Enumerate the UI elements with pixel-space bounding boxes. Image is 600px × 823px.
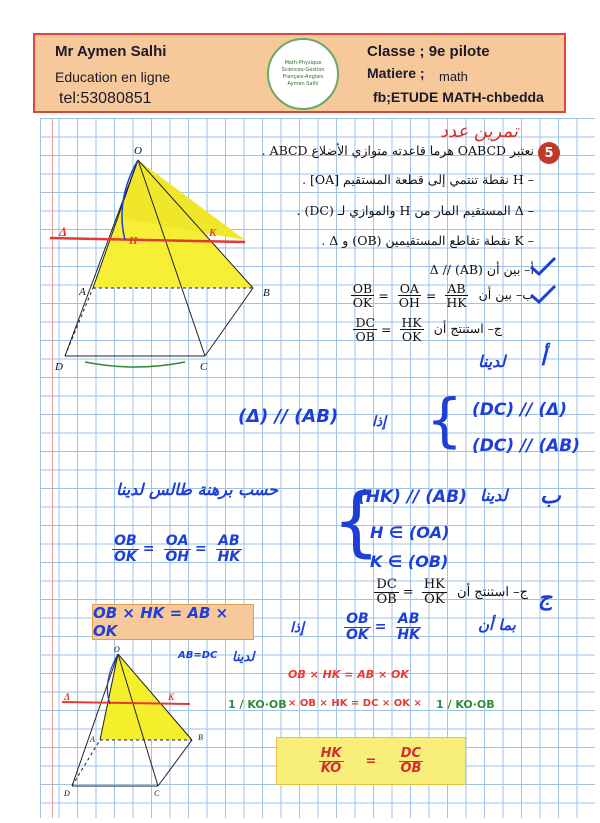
- orange-result-box: OB × HK = AB × OK: [92, 604, 254, 640]
- facebook-label: fb;ETUDE MATH-chbedda: [373, 89, 544, 105]
- red-equation: OB × HK = AB × OK: [288, 668, 409, 681]
- phone-number: tel:53080851: [59, 90, 152, 107]
- a-idha: إذا: [372, 414, 387, 430]
- svg-text:O: O: [114, 645, 120, 654]
- check-mark-icon: [528, 283, 558, 305]
- statement-line-2: – H نقطة تنتمي إلى قطعة المستقيم [OA] .: [302, 172, 534, 187]
- yellow-final-result: $\frac{HK}{KO}$ = $\frac{DC}{OB}$: [276, 737, 466, 785]
- label-H: H: [129, 235, 138, 247]
- statement-line-4: – K نقطة تقاطع المستقيمين (OB) و Δ .: [321, 233, 534, 248]
- subject-value: math: [439, 69, 468, 84]
- ladayna-3: لدينا: [232, 650, 255, 665]
- q-b-frac-2: $\frac{OA}{OH}$: [398, 281, 420, 311]
- label-delta: Δ: [59, 224, 68, 239]
- part-c-marker: ج: [538, 586, 553, 611]
- ab-eq-dc: AB=DC: [178, 650, 218, 661]
- question-c: $\frac{DC}{OB}$ = $\frac{HK}{OK}$ ج– استنتج أن: [355, 315, 502, 345]
- pyramid-figure-top: [45, 140, 285, 380]
- exercise-title: تمرين عدد: [440, 121, 518, 142]
- logo-text: Math-Physique Sciences-Gestion Français-Anglais Aymen Salhi: [281, 60, 325, 87]
- svg-text:A: A: [90, 735, 95, 744]
- b-condition-2: H ∈ (OA): [370, 523, 450, 542]
- label-K: K: [209, 227, 217, 239]
- statement-line-1: نعتبر OABCD هرما قاعدته متوازي الأضلاع ABCD .: [261, 143, 534, 158]
- question-b: $\frac{OB}{OK}$ = $\frac{OA}{OH}$ = $\frac{AB}{HK}$ ب– بين أن: [352, 281, 534, 311]
- c-fracs: $\frac{OB}{OK}$ = $\frac{AB}{HK}$: [346, 611, 420, 643]
- brace-b: {: [332, 476, 381, 565]
- part-b-marker: ب: [540, 484, 561, 509]
- svg-text:C: C: [154, 789, 160, 798]
- b-condition-3: K ∈ (OB): [370, 552, 449, 571]
- green-left-factor: 1 / KO·OB: [228, 698, 287, 711]
- check-mark-icon: [528, 255, 558, 277]
- b-result: $\frac{OB}{OK}$ = $\frac{OA}{OH}$ = $\frac{AB}{HK}$: [114, 533, 241, 565]
- label-D: D: [55, 361, 63, 373]
- a-condition-2: (DC) // (AB): [472, 436, 581, 456]
- brace-a: {: [426, 386, 463, 454]
- green-middle: × OB × HK = DC × OK ×: [288, 698, 422, 709]
- label-A: A: [79, 286, 86, 298]
- baama-anna: بما أن: [478, 616, 516, 634]
- education-label: Education en ligne: [55, 69, 171, 85]
- a-condition-1: (DC) // (Δ): [472, 400, 568, 420]
- c-question: $\frac{DC}{OB}$ = $\frac{HK}{OK}$ ج– استنتج أن: [376, 577, 528, 607]
- q-b-frac-1: $\frac{OB}{OK}$: [352, 281, 373, 311]
- svg-text:B: B: [198, 733, 203, 742]
- matiere-label: Matiere ;: [367, 65, 425, 81]
- school-logo: [267, 38, 339, 110]
- label-B: B: [263, 287, 270, 299]
- q-c-frac-2: $\frac{HK}{OK}$: [401, 315, 422, 345]
- label-C: C: [200, 361, 208, 373]
- a-result: (Δ) // (AB): [238, 406, 339, 427]
- label-O: O: [134, 145, 142, 157]
- c-idha: إذا: [290, 620, 305, 636]
- author-name: Mr Aymen Salhi: [55, 43, 167, 60]
- svg-text:K: K: [168, 692, 175, 702]
- svg-text:D: D: [64, 789, 70, 798]
- pyramid-figure-bottom: [60, 642, 220, 802]
- header-banner: [33, 33, 566, 113]
- b-condition-1: (HK) // (AB): [358, 487, 467, 507]
- green-right-factor: 1 / KO·OB: [436, 698, 495, 711]
- exercise-number-badge: 5: [538, 142, 560, 164]
- q-b-frac-3: $\frac{AB}{HK}$: [446, 281, 467, 311]
- part-a-marker: أ: [540, 346, 547, 371]
- ladayna-1: لدينا: [478, 352, 506, 371]
- ladayna-2: لدينا: [480, 486, 508, 505]
- classe-label: Classe ; 9e pilote: [367, 43, 490, 60]
- question-a: أ– بين أن Δ // (AB): [429, 262, 534, 277]
- b-thales: حسب برهنة طالس لدينا: [116, 480, 279, 499]
- q-c-frac-1: $\frac{DC}{OB}$: [355, 315, 376, 345]
- statement-line-3: – Δ المستقيم المار من H والموازي لـ (DC) .: [296, 203, 534, 218]
- svg-text:Δ: Δ: [64, 692, 71, 703]
